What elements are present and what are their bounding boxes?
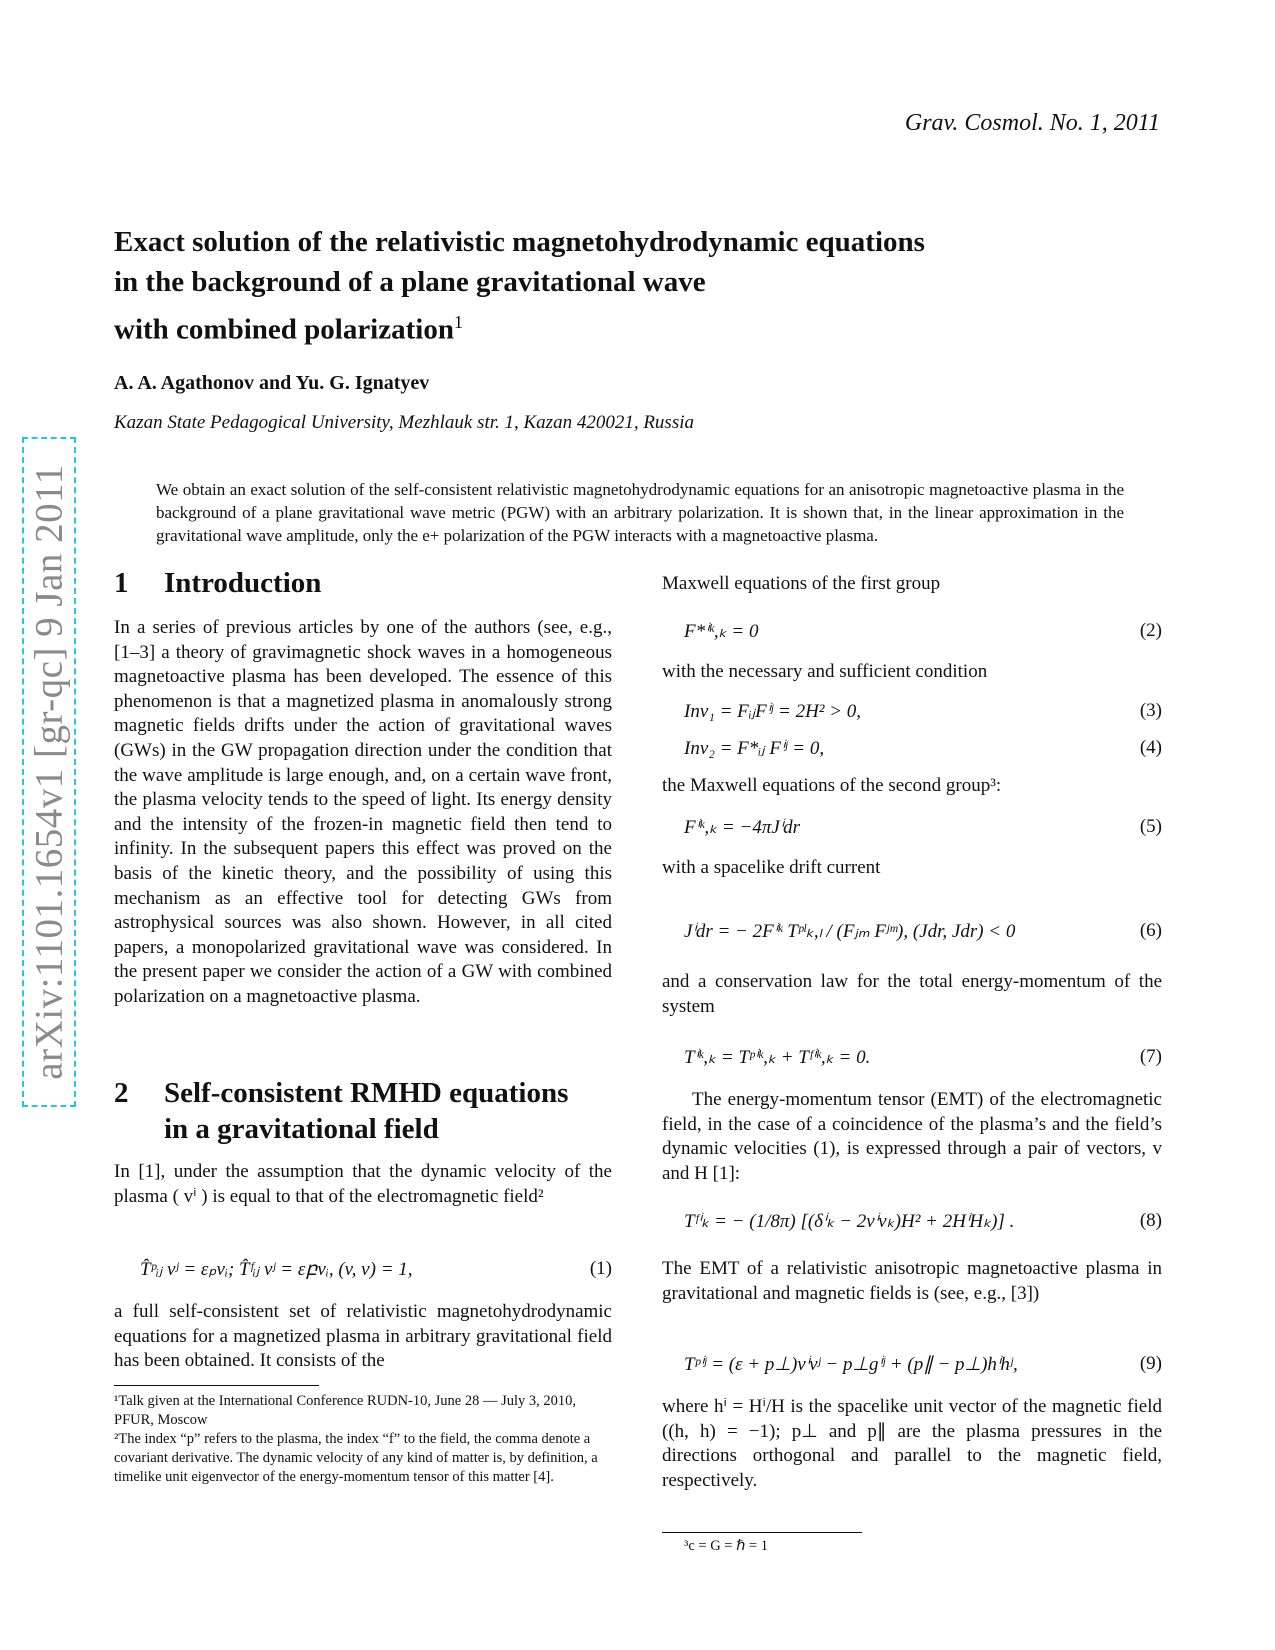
equation-4-number: (4) xyxy=(1139,737,1162,758)
equation-2: F*ⁱᵏ,ₖ = 0 xyxy=(684,621,759,642)
footnote-rule-right xyxy=(662,1532,862,1533)
arxiv-stamp-text: arXiv:1101.1654v1 [gr-qc] 9 Jan 2011 xyxy=(27,464,71,1080)
equation-1-number: (1) xyxy=(589,1258,612,1279)
footnote-3: ³c = G = ℏ = 1 xyxy=(684,1538,768,1554)
equation-8: Tᶠⁱₖ = − (1/8π) [(δⁱₖ − 2vⁱvₖ)H² + 2HⁱHₖ)] . xyxy=(684,1211,1015,1232)
equation-3: Inv₁ = FᵢⱼFⁱʲ = 2H² > 0, xyxy=(684,701,862,722)
equation-5-number: (5) xyxy=(1139,816,1162,837)
equation-5: Fⁱᵏ,ₖ = −4πJⁱdr xyxy=(684,817,801,838)
equation-1: T̂ᵖᵢⱼ vʲ = εₚvᵢ; T̂ᶠᵢⱼ vʲ = εբvᵢ, (v, v) = 1, xyxy=(140,1259,413,1280)
footnote-2: ²The index “p” refers to the plasma, the index “f” to the field, the comma denote a covariant derivative. The dynamic velocity of any kind of matter is, by definition, a timelike unit eigenvector of the energy-momentum tensor of this matter [4]. xyxy=(114,1431,598,1485)
equation-6: Jⁱdr = − 2Fⁱᵏ Tᵖˡₖ,ₗ / (Fⱼₘ Fʲᵐ), (Jdr, Jdr) < 0 xyxy=(684,921,1016,942)
footnote-1: ¹Talk given at the International Conference RUDN-10, June 28 — July 3, 2010, PFUR, Moscow xyxy=(114,1393,576,1428)
text-emt-plasma: The EMT of a relativistic anisotropic magnetoactive plasma in gravitational and magnetic fields is (see, e.g., [3]) xyxy=(662,1258,1162,1304)
equation-7-number: (7) xyxy=(1139,1046,1162,1067)
equation-3-number: (3) xyxy=(1139,700,1162,721)
section-1-heading: 1 Introduction xyxy=(114,567,322,599)
equation-7: Tⁱᵏ,ₖ = Tᵖⁱᵏ,ₖ + Tᶠⁱᵏ,ₖ = 0. xyxy=(684,1047,871,1068)
journal-header: Grav. Cosmol. No. 1, 2011 xyxy=(904,110,1160,136)
equation-4: Inv₂ = F*ᵢⱼ Fⁱʲ = 0, xyxy=(684,738,825,759)
section-2-paragraph-1: In [1], under the assumption that the dynamic velocity of the plasma ( vⁱ ) is equal to that of the electromagnetic field² xyxy=(114,1161,612,1207)
title-line-3: with combined polarization$^1$ xyxy=(114,312,463,346)
title-line-2: in the background of a plane gravitational wave xyxy=(114,266,706,298)
paper-title xyxy=(114,222,1134,350)
text-conservation-law: and a conservation law for the total energy-momentum of the system xyxy=(662,971,1162,1017)
text-emt-field: The energy-momentum tensor (EMT) of the electromagnetic field, in the case of a coincidence of the plasma’s and the field’s dynamic velocities (1), is expressed through a pair of vectors, v and H [1]: xyxy=(662,1089,1162,1184)
footnote-rule-left xyxy=(114,1385,319,1386)
equation-8-number: (8) xyxy=(1139,1210,1162,1231)
equation-9-number: (9) xyxy=(1139,1353,1162,1374)
text-condition: with the necessary and sufficient condition xyxy=(662,661,988,682)
text-drift-current: with a spacelike drift current xyxy=(662,857,881,878)
title-footnote-mark: 1 xyxy=(453,312,463,332)
affiliation: Kazan State Pedagogical University, Mezhlauk str. 1, Kazan 420021, Russia xyxy=(114,412,695,433)
section-1-paragraph: In a series of previous articles by one of the authors (see, e.g., [1–3] a theory of gravimagnetic shock waves in a homogeneous magnetoactive plasma has been developed. The essence of this phenomenon is that a magnetized plasma in anomalously strong magnetic fields drifts under the action of gravitational waves (GWs) in the GW propagation direction under the condition that the wave amplitude is large enough, and, on a certain wave front, the plasma velocity tends to the speed of light. Its energy density and the intensity of the frozen-in magnetic field then tend to infinity. In the subsequent papers this effect was proved on the basis of the kinetic theory, and the possibility of using this mechanism as an effective tool for detecting GWs from astrophysical sources was also shown. However, in all cited papers, a monopolarized gravitational wave was considered. In the present paper we consider the action of a GW with combined polarization on a magnetoactive plasma. xyxy=(114,617,612,1007)
equation-6-number: (6) xyxy=(1139,920,1162,941)
arxiv-stamp[interactable] xyxy=(22,437,76,1107)
title-line-1: Exact solution of the relativistic magnetohydrodynamic equations xyxy=(114,226,925,258)
text-maxwell-first-group: Maxwell equations of the first group xyxy=(662,573,941,594)
section-2-heading: 2 Self-consistent RMHD equations in a gravitational field xyxy=(114,1077,569,1145)
authors: A. A. Agathonov and Yu. G. Ignatyev xyxy=(114,372,430,394)
section-2-paragraph-2: a full self-consistent set of relativistic magnetohydrodynamic equations for a magnetized plasma in arbitrary gravitational field has been obtained. It consists of the xyxy=(114,1301,612,1372)
text-maxwell-second-group: the Maxwell equations of the second group³: xyxy=(662,775,1002,796)
equation-9: Tᵖⁱʲ = (ε + p⊥)vⁱvʲ − p⊥gⁱʲ + (p∥ − p⊥)hⁱhʲ, xyxy=(684,1354,1018,1375)
equation-2-number: (2) xyxy=(1139,620,1162,641)
text-unit-vector: where hⁱ = Hⁱ/H is the spacelike unit vector of the magnetic field ((h, h) = −1); p⊥ and p∥ are the plasma pressures in the directions orthogonal and parallel to the magnetic field, respectively. xyxy=(662,1396,1162,1491)
abstract: We obtain an exact solution of the self-consistent relativistic magnetohydrodynamic equations for an anisotropic magnetoactive plasma in the background of a plane gravitational wave metric (PGW) with an arbitrary polarization. It is shown that, in the linear approximation in the gravitational wave amplitude, only the e+ polarization of the PGW interacts with a magnetoactive plasma. xyxy=(156,480,1124,545)
